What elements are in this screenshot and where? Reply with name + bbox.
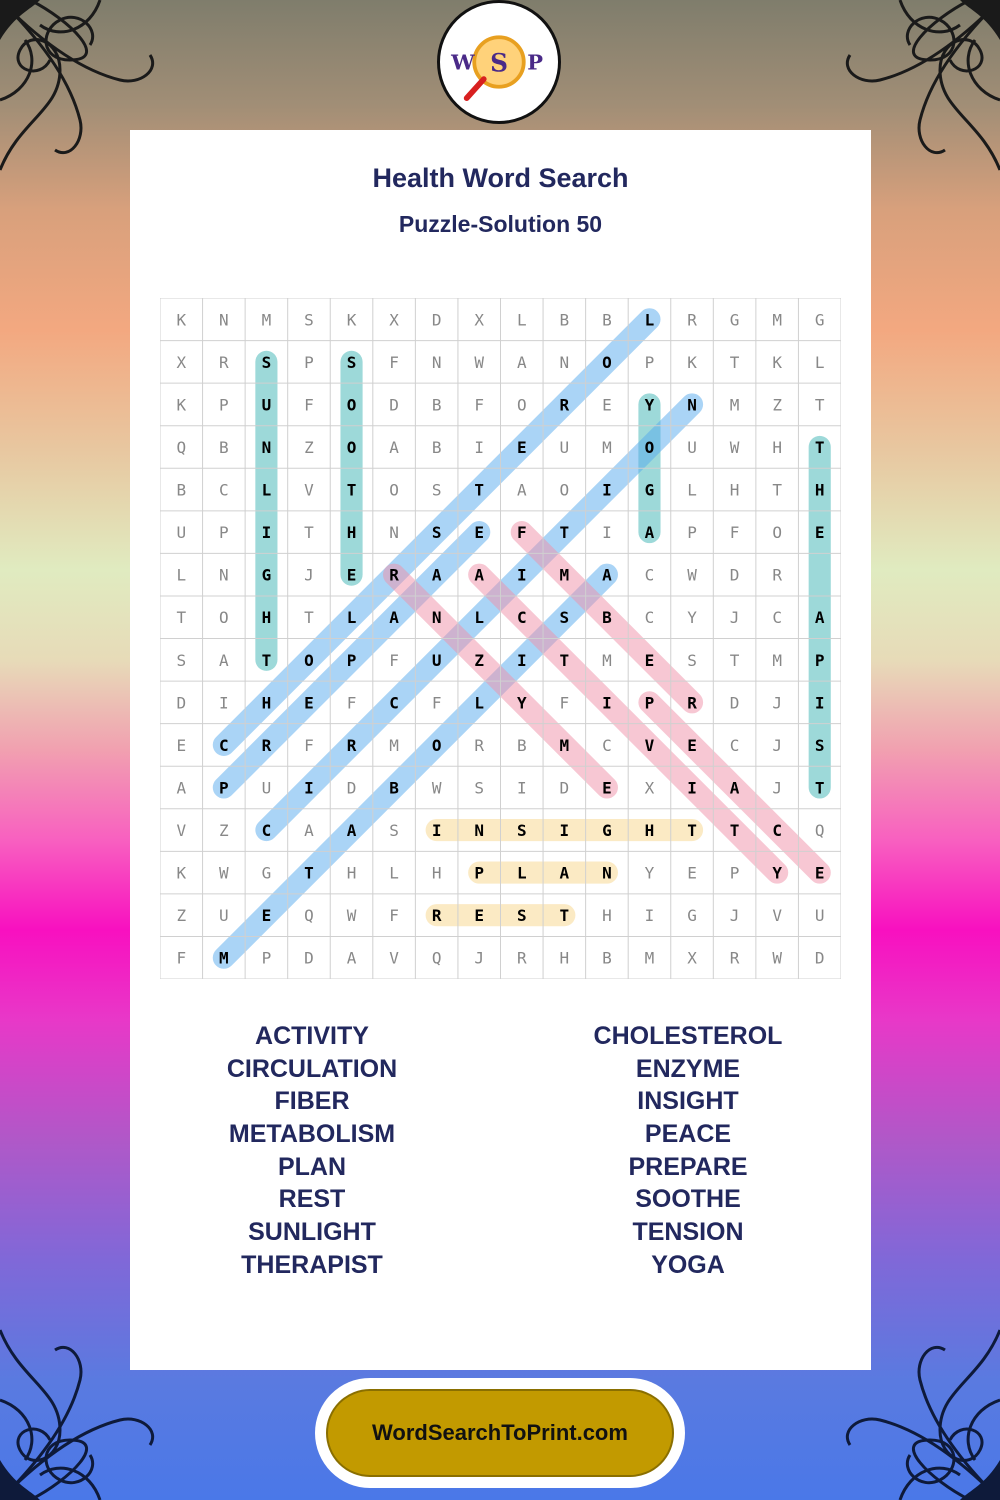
- grid-cell: Z: [304, 437, 314, 457]
- word-list-item: CHOLESTEROL: [593, 1022, 783, 1050]
- grid-cell: N: [602, 863, 612, 883]
- grid-cell: F: [346, 693, 357, 713]
- grid-cell: V: [176, 821, 187, 841]
- grid-cell: H: [431, 863, 442, 883]
- grid-cell: C: [389, 693, 399, 713]
- grid-cell: T: [474, 480, 485, 500]
- grid-cell: Y: [644, 395, 655, 415]
- grid-cell: B: [559, 310, 570, 330]
- grid-cell: O: [644, 437, 655, 457]
- grid-cell: Y: [516, 693, 527, 713]
- grid-cell: O: [389, 480, 399, 500]
- grid-cell: E: [602, 395, 612, 415]
- word-list-item: YOGA: [651, 1250, 725, 1279]
- word-list-item: CIRCULATION: [226, 1054, 398, 1083]
- grid-cell: A: [431, 565, 442, 585]
- grid-cell: N: [559, 352, 570, 372]
- grid-cell: A: [304, 821, 314, 841]
- grid-cell: L: [474, 608, 485, 628]
- grid-cell: N: [431, 352, 442, 372]
- grid-cell: T: [304, 523, 314, 543]
- grid-cell: N: [431, 608, 442, 628]
- grid-cell: A: [644, 523, 655, 543]
- grid-cell: E: [474, 906, 485, 926]
- site-link-button[interactable]: WordSearchToPrint.com: [326, 1389, 674, 1477]
- grid-cell: I: [602, 480, 612, 500]
- grid-cell: R: [687, 693, 697, 713]
- grid-cell: U: [559, 437, 570, 457]
- grid-cell: S: [304, 310, 314, 330]
- grid-cell: I: [516, 778, 527, 798]
- grid-cell: C: [644, 565, 655, 585]
- grid-cell: L: [176, 565, 187, 585]
- grid-cell: T: [261, 650, 272, 670]
- grid-cell: E: [516, 437, 527, 457]
- grid-cell: M: [219, 948, 229, 968]
- grid-cell: R: [389, 565, 399, 585]
- grid-cell: G: [261, 863, 272, 883]
- grid-cell: I: [219, 693, 229, 713]
- grid-cell: T: [559, 650, 570, 670]
- word-search-grid: [160, 298, 841, 979]
- grid-cell: S: [431, 523, 442, 543]
- grid-cell: F: [516, 523, 527, 543]
- grid-cell: G: [644, 480, 655, 500]
- grid-cell: F: [474, 395, 485, 415]
- logo-letter-p: P: [527, 49, 544, 75]
- grid-cell: H: [346, 523, 357, 543]
- word-list-item: ACTIVITY: [255, 1022, 369, 1050]
- grid-cell: I: [602, 693, 612, 713]
- grid-cell: U: [431, 650, 442, 670]
- grid-cell: I: [602, 523, 612, 543]
- grid-cell: L: [346, 608, 357, 628]
- grid-cell: I: [814, 693, 825, 713]
- word-list-item: REST: [278, 1185, 346, 1214]
- grid-cell: O: [559, 480, 570, 500]
- word-list-item: INSIGHT: [637, 1087, 739, 1116]
- word-list-item: TENSION: [632, 1218, 744, 1247]
- grid-cell: I: [516, 650, 527, 670]
- grid-cell: A: [474, 565, 485, 585]
- grid-cell: R: [516, 948, 527, 968]
- grid-cell: O: [346, 395, 357, 415]
- grid-cell: J: [729, 608, 740, 628]
- grid-cell: N: [389, 523, 399, 543]
- grid-cell: W: [346, 906, 357, 926]
- grid-cell: Q: [304, 906, 314, 926]
- logo-letter-s: S: [490, 48, 508, 78]
- grid-cell: Z: [176, 906, 187, 926]
- grid-cell: M: [389, 735, 399, 755]
- grid-cell: X: [474, 310, 485, 330]
- grid-cell: K: [687, 352, 697, 372]
- grid-cell: D: [559, 778, 570, 798]
- grid-cell: V: [389, 948, 399, 968]
- wsp-logo: [437, 0, 561, 124]
- grid-cell: R: [772, 565, 782, 585]
- grid-cell: B: [602, 310, 612, 330]
- grid-cell: I: [431, 821, 442, 841]
- grid-cell: Q: [176, 437, 187, 457]
- grid-cell: M: [602, 437, 612, 457]
- grid-cell: A: [176, 778, 187, 798]
- grid-cell: C: [602, 735, 612, 755]
- grid-cell: W: [772, 948, 782, 968]
- grid-cell: Z: [474, 650, 485, 670]
- grid-cell: W: [431, 778, 442, 798]
- word-list-right: [538, 1020, 838, 1282]
- grid-cell: L: [516, 863, 527, 883]
- word-list-item: ENZYME: [635, 1054, 741, 1083]
- grid-cell: X: [176, 352, 187, 372]
- grid-cell: B: [602, 608, 612, 628]
- grid-cell: C: [772, 821, 782, 841]
- grid-cell: S: [687, 650, 697, 670]
- grid-cell: P: [474, 863, 485, 883]
- grid-cell: J: [772, 735, 782, 755]
- grid-cell: U: [176, 523, 187, 543]
- grid-cell: A: [602, 565, 612, 585]
- puzzle-title: Health Word Search: [372, 163, 629, 193]
- grid-cell: N: [219, 565, 229, 585]
- grid-cell: P: [644, 352, 655, 372]
- grid-cell: F: [559, 693, 570, 713]
- grid-cell: O: [516, 395, 527, 415]
- grid-cell: T: [176, 608, 187, 628]
- grid-cell: R: [729, 948, 740, 968]
- grid-cell: H: [559, 948, 570, 968]
- grid-cell: L: [389, 863, 399, 883]
- grid-cell: X: [389, 310, 399, 330]
- grid-cell: U: [261, 395, 272, 415]
- grid-cell: F: [304, 735, 314, 755]
- grid-cell: S: [814, 735, 825, 755]
- grid-cell: O: [772, 523, 782, 543]
- grid-cell: I: [687, 778, 697, 798]
- grid-cell: H: [602, 906, 612, 926]
- grid-cell: T: [814, 395, 825, 415]
- grid-cell: W: [687, 565, 697, 585]
- grid-cell: D: [729, 565, 740, 585]
- grid-cell: G: [687, 906, 697, 926]
- grid-cell: D: [389, 395, 399, 415]
- grid-cell: P: [814, 650, 825, 670]
- grid-cell: G: [602, 821, 612, 841]
- grid-cell: O: [602, 352, 612, 372]
- grid-cell: R: [687, 310, 697, 330]
- grid-cell: R: [346, 735, 357, 755]
- grid-cell: E: [814, 523, 825, 543]
- grid-cell: R: [431, 906, 442, 926]
- grid-cell: A: [346, 948, 357, 968]
- grid-cell: M: [559, 565, 570, 585]
- grid-cell: O: [346, 437, 357, 457]
- grid-cell: B: [602, 948, 612, 968]
- grid-cell: D: [346, 778, 357, 798]
- grid-cell: N: [474, 821, 485, 841]
- grid-cell: K: [176, 310, 187, 330]
- grid-cell: M: [772, 310, 782, 330]
- grid-cell: H: [261, 693, 272, 713]
- grid-cell: A: [559, 863, 570, 883]
- grid-cell: Q: [431, 948, 442, 968]
- grid-cell: G: [261, 565, 272, 585]
- grid-cell: P: [219, 523, 229, 543]
- grid-cell: F: [431, 693, 442, 713]
- grid-cell: S: [559, 608, 570, 628]
- grid-cell: T: [304, 608, 314, 628]
- grid-cell: R: [261, 735, 272, 755]
- grid-cell: D: [304, 948, 314, 968]
- grid-cell: C: [729, 735, 740, 755]
- grid-cell: H: [346, 863, 357, 883]
- grid-cell: R: [219, 352, 229, 372]
- grid-cell: E: [602, 778, 612, 798]
- grid-cell: P: [219, 778, 229, 798]
- site-button-frame: [315, 1378, 685, 1488]
- word-list-item: PEACE: [644, 1120, 732, 1149]
- grid-cell: K: [346, 310, 357, 330]
- grid-cell: M: [261, 310, 272, 330]
- grid-cell: N: [687, 395, 697, 415]
- grid-cell: P: [644, 693, 655, 713]
- grid-cell: T: [772, 480, 782, 500]
- grid-cell: V: [644, 735, 655, 755]
- grid-cell: V: [304, 480, 314, 500]
- grid-cell: H: [261, 608, 272, 628]
- grid-cell: T: [346, 480, 357, 500]
- grid-cell: C: [516, 608, 527, 628]
- grid-cell: I: [304, 778, 314, 798]
- grid-cell: J: [304, 565, 314, 585]
- word-list-item: SUNLIGHT: [248, 1218, 376, 1247]
- grid-cell: A: [389, 608, 399, 628]
- grid-cell: T: [687, 821, 697, 841]
- logo-letter-w: W: [451, 49, 475, 75]
- grid-cell: O: [431, 735, 442, 755]
- word-list-item: PLAN: [277, 1152, 347, 1181]
- grid-cell: Z: [772, 395, 782, 415]
- grid-cell: U: [814, 906, 825, 926]
- grid-cell: L: [474, 693, 485, 713]
- word-list-left: [162, 1020, 462, 1282]
- grid-cell: E: [814, 863, 825, 883]
- word-list-item: METABOLISM: [228, 1120, 396, 1149]
- grid-cell: F: [389, 906, 399, 926]
- grid-cell: X: [644, 778, 655, 798]
- grid-cell: O: [219, 608, 229, 628]
- grid-cell: G: [729, 310, 740, 330]
- grid-cell: Y: [644, 863, 655, 883]
- grid-cell: K: [176, 863, 187, 883]
- word-list-item: SOOTHE: [635, 1185, 741, 1214]
- grid-cell: E: [304, 693, 314, 713]
- grid-cell: S: [261, 352, 272, 372]
- grid-cell: S: [474, 778, 485, 798]
- grid-cell: C: [219, 480, 229, 500]
- grid-cell: Q: [814, 821, 825, 841]
- grid-cell: J: [772, 778, 782, 798]
- puzzle-subtitle: Puzzle-Solution 50: [398, 211, 603, 237]
- grid-cell: L: [261, 480, 272, 500]
- grid-cell: C: [772, 608, 782, 628]
- grid-cell: T: [729, 352, 740, 372]
- grid-cell: E: [346, 565, 357, 585]
- grid-cell: K: [772, 352, 782, 372]
- grid-cell: X: [687, 948, 697, 968]
- grid-cell: L: [516, 310, 527, 330]
- grid-cell: J: [474, 948, 485, 968]
- grid-cell: L: [814, 352, 825, 372]
- grid-cell: N: [261, 437, 272, 457]
- grid-cell: I: [261, 523, 272, 543]
- grid-cell: B: [431, 437, 442, 457]
- grid-cell: P: [346, 650, 357, 670]
- grid-cell: B: [219, 437, 229, 457]
- grid-cell: L: [687, 480, 697, 500]
- grid-cell: D: [814, 948, 825, 968]
- grid-cell: E: [176, 735, 187, 755]
- grid-cell: W: [219, 863, 229, 883]
- grid-cell: F: [389, 650, 399, 670]
- grid-cell: B: [516, 735, 527, 755]
- grid-cell: A: [516, 352, 527, 372]
- grid-cell: Z: [219, 821, 229, 841]
- grid-cell: K: [176, 395, 187, 415]
- grid-cell: F: [176, 948, 187, 968]
- grid-cell: A: [814, 608, 825, 628]
- word-list-item: PREPARE: [628, 1152, 748, 1181]
- grid-cell: Y: [687, 608, 697, 628]
- grid-cell: D: [176, 693, 187, 713]
- grid-cell: I: [516, 565, 527, 585]
- grid-cell: P: [261, 948, 272, 968]
- grid-cell: T: [559, 523, 570, 543]
- grid-cell: E: [687, 735, 697, 755]
- grid-cell: C: [644, 608, 655, 628]
- grid-cell: U: [219, 906, 229, 926]
- grid-cell: B: [431, 395, 442, 415]
- grid-cell: S: [176, 650, 187, 670]
- grid-cell: M: [772, 650, 782, 670]
- grid-cell: G: [814, 310, 825, 330]
- grid-cell: E: [687, 863, 697, 883]
- grid-cell: C: [261, 821, 272, 841]
- grid-cell: J: [772, 693, 782, 713]
- grid-cell: T: [729, 650, 740, 670]
- grid-cell: M: [602, 650, 612, 670]
- grid-cell: H: [644, 821, 655, 841]
- grid-cell: M: [644, 948, 655, 968]
- grid-cell: T: [814, 437, 825, 457]
- grid-cell: M: [559, 735, 570, 755]
- grid-cell: T: [814, 778, 825, 798]
- grid-cell: P: [304, 352, 314, 372]
- grid-cell: R: [559, 395, 570, 415]
- grid-cell: W: [729, 437, 740, 457]
- grid-cell: A: [389, 437, 399, 457]
- word-list-item: FIBER: [274, 1087, 350, 1116]
- grid-cell: P: [219, 395, 229, 415]
- grid-cell: M: [729, 395, 740, 415]
- grid-cell: U: [687, 437, 697, 457]
- grid-cell: E: [474, 523, 485, 543]
- grid-cell: V: [772, 906, 782, 926]
- grid-cell: E: [261, 906, 272, 926]
- grid-cell: A: [219, 650, 229, 670]
- grid-cell: T: [729, 821, 740, 841]
- grid-cell: N: [219, 310, 229, 330]
- grid-cell: T: [304, 863, 314, 883]
- grid-cell: U: [261, 778, 272, 798]
- grid-cell: Y: [772, 863, 782, 883]
- grid-cell: R: [474, 735, 485, 755]
- grid-cell: S: [389, 821, 399, 841]
- grid-cell: H: [814, 480, 825, 500]
- grid-cell: I: [474, 437, 485, 457]
- grid-cell: P: [687, 523, 697, 543]
- grid-cell: S: [431, 480, 442, 500]
- grid-cell: O: [304, 650, 314, 670]
- grid-cell: S: [346, 352, 357, 372]
- grid-cell: A: [729, 778, 740, 798]
- grid-cell: S: [516, 906, 527, 926]
- grid-cell: I: [644, 906, 655, 926]
- grid-cell: F: [729, 523, 740, 543]
- grid-cell: S: [516, 821, 527, 841]
- grid-cell: B: [176, 480, 187, 500]
- grid-cell: P: [729, 863, 740, 883]
- puzzle-card: [130, 130, 871, 1370]
- grid-cell: E: [644, 650, 655, 670]
- grid-cell: F: [304, 395, 314, 415]
- grid-cell: D: [729, 693, 740, 713]
- grid-cell: A: [516, 480, 527, 500]
- grid-cell: H: [772, 437, 782, 457]
- grid-cell: J: [729, 906, 740, 926]
- grid-cell: B: [389, 778, 399, 798]
- word-list-item: THERAPIST: [241, 1250, 383, 1279]
- grid-cell: H: [729, 480, 740, 500]
- grid-cell: L: [644, 310, 655, 330]
- grid-cell: D: [431, 310, 442, 330]
- grid-cell: A: [346, 821, 357, 841]
- grid-cell: I: [559, 821, 570, 841]
- grid-cell: C: [219, 735, 229, 755]
- grid-cell: W: [474, 352, 485, 372]
- grid-cell: F: [389, 352, 399, 372]
- grid-cell: T: [559, 906, 570, 926]
